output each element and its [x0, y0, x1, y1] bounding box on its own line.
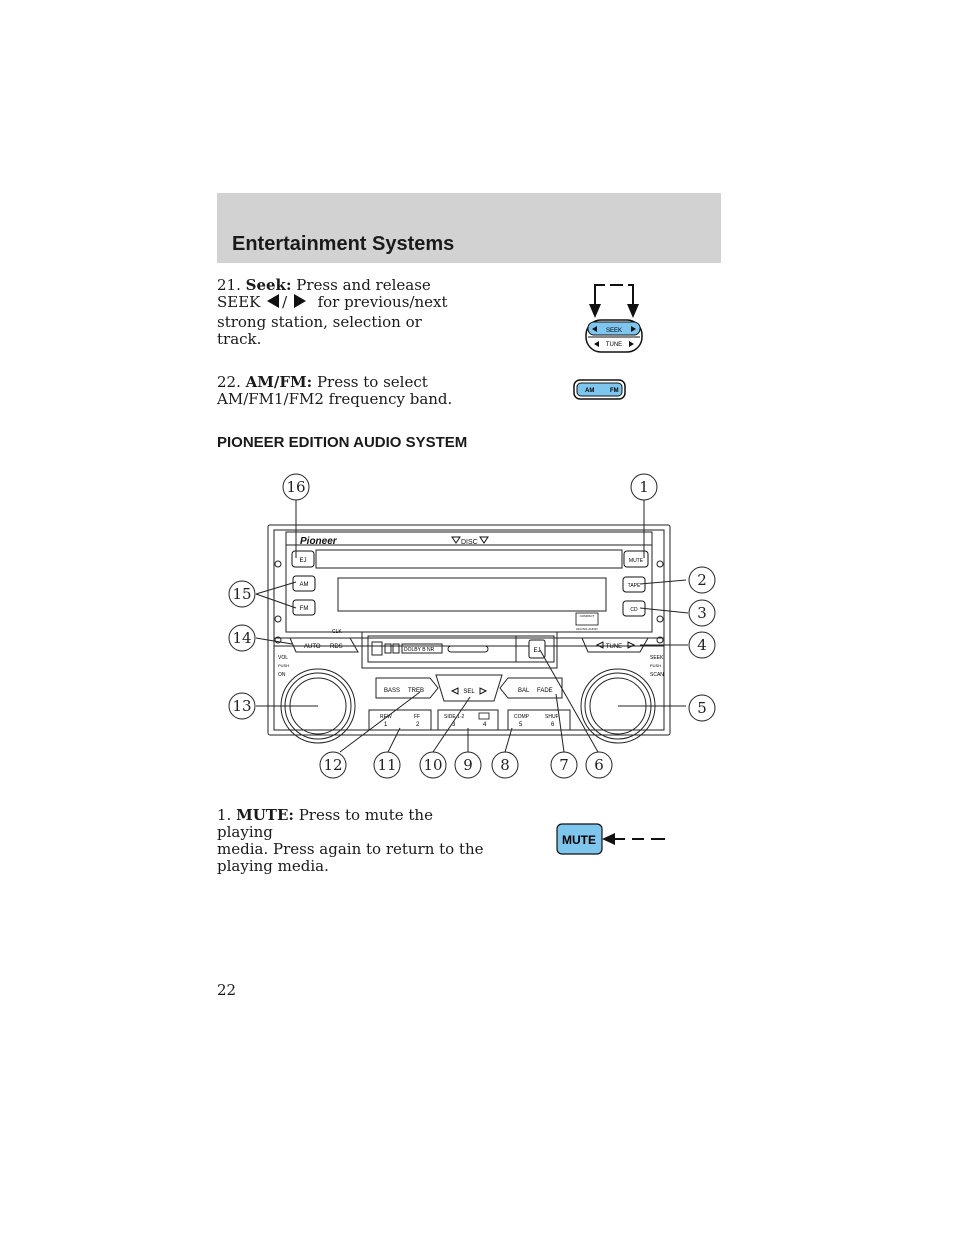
radio-diagram: [220, 470, 730, 790]
disc-logo-top: COMPACT: [579, 614, 595, 618]
on-label: ON: [278, 672, 286, 678]
disc-logo-bottom: DIGITAL AUDIO: [576, 627, 598, 631]
amfm-description: [217, 374, 467, 408]
seek-label: SEEK: [650, 655, 664, 661]
bal-button-label: BAL: [518, 688, 530, 694]
pioneer-logo: Pioneer: [300, 536, 337, 547]
tape-button-label: TAPE: [627, 583, 641, 589]
seek-description: [217, 277, 467, 348]
callout-10: 10: [423, 756, 443, 774]
callout-6: 6: [594, 756, 604, 774]
preset-5-label: 5: [519, 722, 523, 728]
seek-tune-illustration: [580, 280, 650, 356]
fm-button-label: FM: [299, 606, 309, 612]
amfm-line-2: AM/FM1/FM2 frequency band.: [217, 390, 453, 408]
preset-6-label: 6: [551, 722, 555, 728]
am-label: AM: [585, 388, 595, 394]
push-label-right: PUSH: [650, 663, 662, 668]
callout-13: 13: [232, 697, 252, 715]
arrow-left-icon: [602, 833, 615, 845]
callout-1: 1: [639, 478, 649, 496]
arrow-down-icon: [589, 304, 601, 318]
tune-button-label: TUNE: [605, 644, 623, 650]
mute-line-2: media. Press again to return to the: [217, 840, 484, 858]
mute-description: [217, 807, 487, 875]
callout-4: 4: [697, 636, 707, 654]
rew-label: REW: [380, 714, 392, 720]
disc-label: DISC: [461, 539, 478, 546]
mute-graphic-label: MUTE: [562, 833, 596, 847]
preset-1-label: 1: [384, 722, 388, 728]
side-label: SIDE 1-2: [444, 714, 465, 720]
fade-button-label: FADE: [537, 688, 553, 694]
rds-button-label: RDS: [330, 644, 343, 650]
callout-8: 8: [500, 756, 510, 774]
disc-eject-label: EJ: [299, 558, 307, 564]
callout-5: 5: [697, 699, 707, 717]
header-band: [217, 193, 721, 263]
preset-2-label: 2: [416, 722, 420, 728]
arrow-down-icon: [627, 304, 639, 318]
callout-11: 11: [377, 756, 397, 774]
seek-line-1: 21. Seek: Press and release: [217, 276, 431, 294]
callout-2: 2: [697, 571, 707, 589]
mute-line-1: 1. MUTE: Press to mute the playing: [217, 806, 433, 841]
dolby-label: DOLBY B NR: [404, 647, 435, 653]
scan-label: SCAN: [650, 672, 664, 678]
seek-line-2: SEEK / for previous/next: [217, 293, 448, 311]
amfm-illustration: [573, 379, 627, 401]
tune-graphic-label: TUNE: [605, 342, 623, 348]
seek-line-3: strong station, selection or track.: [217, 313, 422, 348]
seek-right-icon: [294, 294, 306, 308]
cd-button-label: CD: [630, 607, 638, 613]
section-heading: PIONEER EDITION AUDIO SYSTEM: [217, 434, 468, 451]
mute-line-3: playing media.: [217, 857, 329, 875]
vol-label: VOL: [278, 655, 289, 661]
preset-3-label: 3: [452, 722, 456, 728]
auto-button-label: AUTO: [304, 644, 321, 650]
mute-illustration: [555, 822, 670, 856]
page-title: Entertainment Systems: [232, 233, 455, 255]
callout-15: 15: [232, 585, 252, 603]
callout-12: 12: [323, 756, 343, 774]
page-number: 22: [217, 981, 237, 999]
bass-button-label: BASS: [384, 688, 401, 694]
clk-label: CLK: [332, 629, 342, 635]
callout-9: 9: [463, 756, 473, 774]
callout-3: 3: [697, 604, 707, 622]
am-button-label: AM: [299, 582, 309, 588]
callout-14: 14: [232, 629, 252, 647]
seek-left-icon: [267, 294, 279, 308]
preset-4-label: 4: [483, 722, 487, 728]
ff-label: FF: [414, 714, 421, 720]
treb-button-label: TREB: [408, 688, 425, 694]
callout-7: 7: [559, 756, 569, 774]
shuf-label: SHUF: [545, 714, 559, 720]
amfm-line-1: 22. AM/FM: Press to select: [217, 373, 428, 391]
seek-graphic-label: SEEK: [605, 328, 623, 334]
tape-eject-label: EJ: [533, 648, 541, 654]
fm-label: FM: [610, 388, 619, 394]
mute-label: MUTE: [628, 558, 644, 564]
sel-button-label: SEL: [463, 689, 475, 695]
push-label: PUSH: [278, 663, 290, 668]
callout-16: 16: [286, 478, 306, 496]
comp-label: COMP: [514, 714, 529, 720]
